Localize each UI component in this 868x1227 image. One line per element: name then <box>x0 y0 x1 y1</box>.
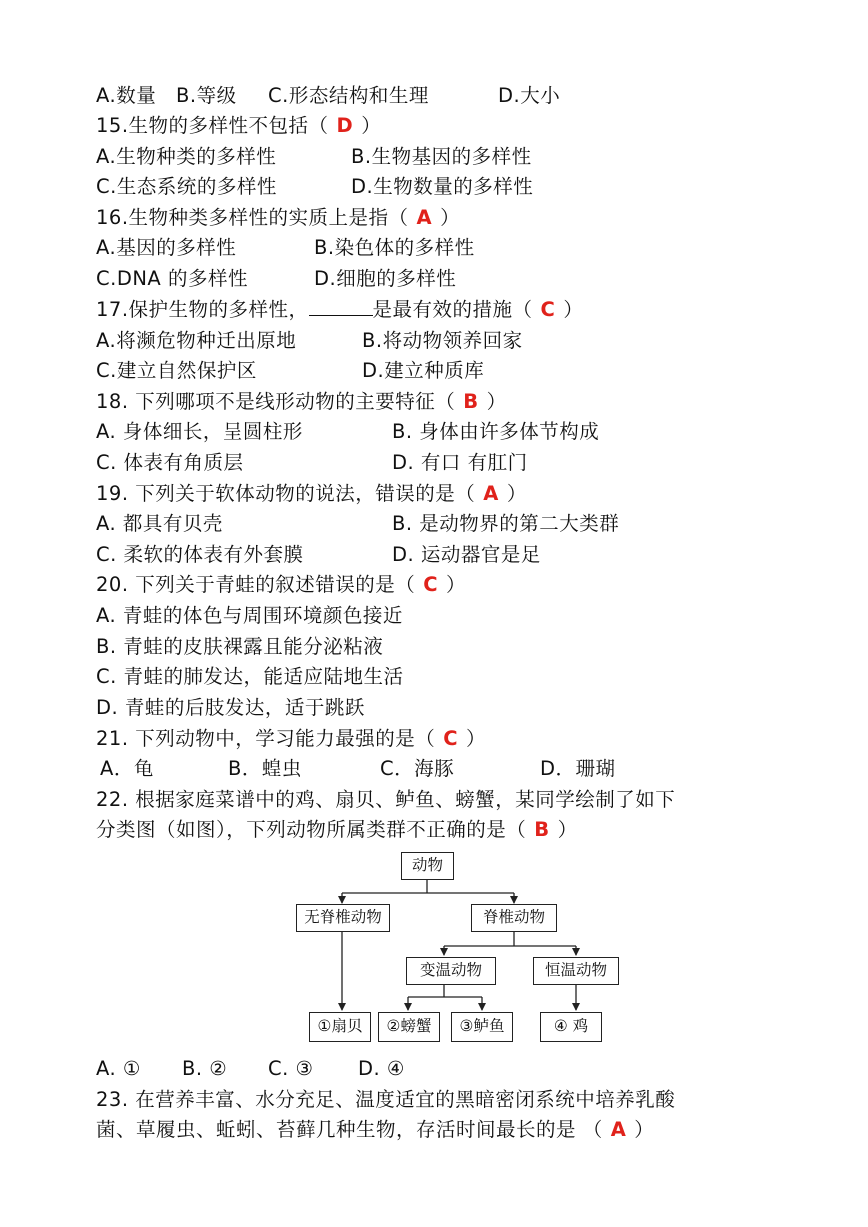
q18-close: ） <box>486 390 507 413</box>
q21-option-a: A．龟 <box>100 757 154 780</box>
q20-answer: C <box>423 573 439 596</box>
q15-option-a: A.生物种类的多样性 <box>96 145 277 168</box>
q20-option-a: A. 青蛙的体色与周围环境颜色接近 <box>96 604 403 627</box>
q17-close: ） <box>563 298 584 321</box>
q17-option-b: B.将动物领养回家 <box>362 329 523 352</box>
q21-close: ） <box>466 727 487 750</box>
diagram-vertebrates: 脊椎动物 <box>471 904 557 932</box>
diagram-cold-blooded: 变温动物 <box>406 957 496 985</box>
diagram-leaf-chicken: ④ 鸡 <box>540 1012 602 1042</box>
q15-option-b: B.生物基因的多样性 <box>351 145 532 168</box>
q19-option-a: A. 都具有贝壳 <box>96 512 223 535</box>
q20-stem-text: 20. 下列关于青蛙的叙述错误的是（ <box>96 573 416 596</box>
q23-stem-line2 <box>96 1115 654 1145</box>
q21-stem-text: 21. 下列动物中，学习能力最强的是（ <box>96 727 436 750</box>
q21-option-c: C．海豚 <box>380 757 455 780</box>
q15-close: ） <box>361 114 382 137</box>
q18-option-b: B. 身体由许多体节构成 <box>392 420 600 443</box>
q16-stem-text: 16.生物种类多样性的实质上是指（ <box>96 206 409 229</box>
q19-answer: A <box>483 482 499 505</box>
q14-option-d: D.大小 <box>498 84 561 107</box>
q17-stem-text-a: 17.保护生物的多样性， <box>96 298 309 321</box>
q22-option-b: B. ② <box>182 1057 228 1080</box>
q15-answer: D <box>336 114 354 137</box>
q16-option-b: B.染色体的多样性 <box>314 236 475 259</box>
q22-stem-line1: 22. 根据家庭菜谱中的鸡、扇贝、鲈鱼、螃蟹，某同学绘制了如下 <box>96 788 676 811</box>
q23-stem-text: 菌、草履虫、蚯蚓、苔藓几种生物，存活时间最长的是 （ <box>96 1118 603 1141</box>
q21-answer: C <box>443 727 459 750</box>
q17-option-a: A.将濒危物种迁出原地 <box>96 329 297 352</box>
q18-option-d: D. 有口 有肛门 <box>392 451 528 474</box>
q16-close: ） <box>440 206 461 229</box>
q20-close: ） <box>446 573 467 596</box>
q15-stem-text: 15.生物的多样性不包括（ <box>96 114 329 137</box>
q19-stem-text: 19. 下列关于软体动物的说法，错误的是（ <box>96 482 476 505</box>
q23-stem-line1: 23. 在营养丰富、水分充足、温度适宜的黑暗密闭系统中培养乳酸 <box>96 1088 676 1111</box>
q18-option-a: A. 身体细长，呈圆柱形 <box>96 420 303 443</box>
q14-option-b: B.等级 <box>176 84 237 107</box>
q17-answer: C <box>540 298 556 321</box>
q22-close: ） <box>557 818 578 841</box>
q16-option-c: C.DNA 的多样性 <box>96 267 248 290</box>
diagram-leaf-bass: ③鲈鱼 <box>451 1012 513 1042</box>
q21-option-d: D．珊瑚 <box>540 757 616 780</box>
q17-option-d: D.建立种质库 <box>362 359 485 382</box>
q22-options <box>96 1054 405 1084</box>
q23-close: ） <box>634 1118 655 1141</box>
diagram-leaf-crab: ②螃蟹 <box>378 1012 440 1042</box>
diagram-invertebrates: 无脊椎动物 <box>296 904 390 932</box>
diagram-warm-blooded: 恒温动物 <box>533 957 619 985</box>
q15-option-c: C.生态系统的多样性 <box>96 175 277 198</box>
q16-answer: A <box>416 206 433 229</box>
diagram-leaf-scallop: ①扇贝 <box>309 1012 371 1042</box>
q14-option-c: C.形态结构和生理 <box>268 84 429 107</box>
q16-option-d: D.细胞的多样性 <box>314 267 457 290</box>
q20-option-d: D. 青蛙的后肢发达，适于跳跃 <box>96 696 365 719</box>
q17-option-c: C.建立自然保护区 <box>96 359 257 382</box>
q18-option-c: C. 体表有角质层 <box>96 451 244 474</box>
q22-stem-text: 分类图（如图），下列动物所属类群不正确的是（ <box>96 818 527 841</box>
q19-option-b: B. 是动物界的第二大类群 <box>392 512 620 535</box>
diagram-root-animals: 动物 <box>401 852 454 880</box>
q22-option-d: D. ④ <box>358 1057 405 1080</box>
q17-stem-text-b: 是最有效的措施（ <box>372 298 533 321</box>
q23-answer: A <box>610 1118 627 1141</box>
q20-option-c: C. 青蛙的肺发达，能适应陆地生活 <box>96 665 404 688</box>
q19-close: ） <box>506 482 527 505</box>
q15-option-d: D.生物数量的多样性 <box>351 175 534 198</box>
q22-option-c: C. ③ <box>268 1057 314 1080</box>
q19-option-d: D. 运动器官是足 <box>392 543 541 566</box>
q16-option-a: A.基因的多样性 <box>96 236 237 259</box>
q18-stem-text: 18. 下列哪项不是线形动物的主要特征（ <box>96 390 456 413</box>
q14-option-a: A.数量 <box>96 84 157 107</box>
q20-option-b: B. 青蛙的皮肤裸露且能分泌粘液 <box>96 635 384 658</box>
q22-answer: B <box>534 818 550 841</box>
q18-answer: B <box>463 390 479 413</box>
q22-option-a: A. ① <box>96 1057 141 1080</box>
q21-option-b: B．蝗虫 <box>228 757 302 780</box>
q19-option-c: C. 柔软的体表有外套膜 <box>96 543 304 566</box>
